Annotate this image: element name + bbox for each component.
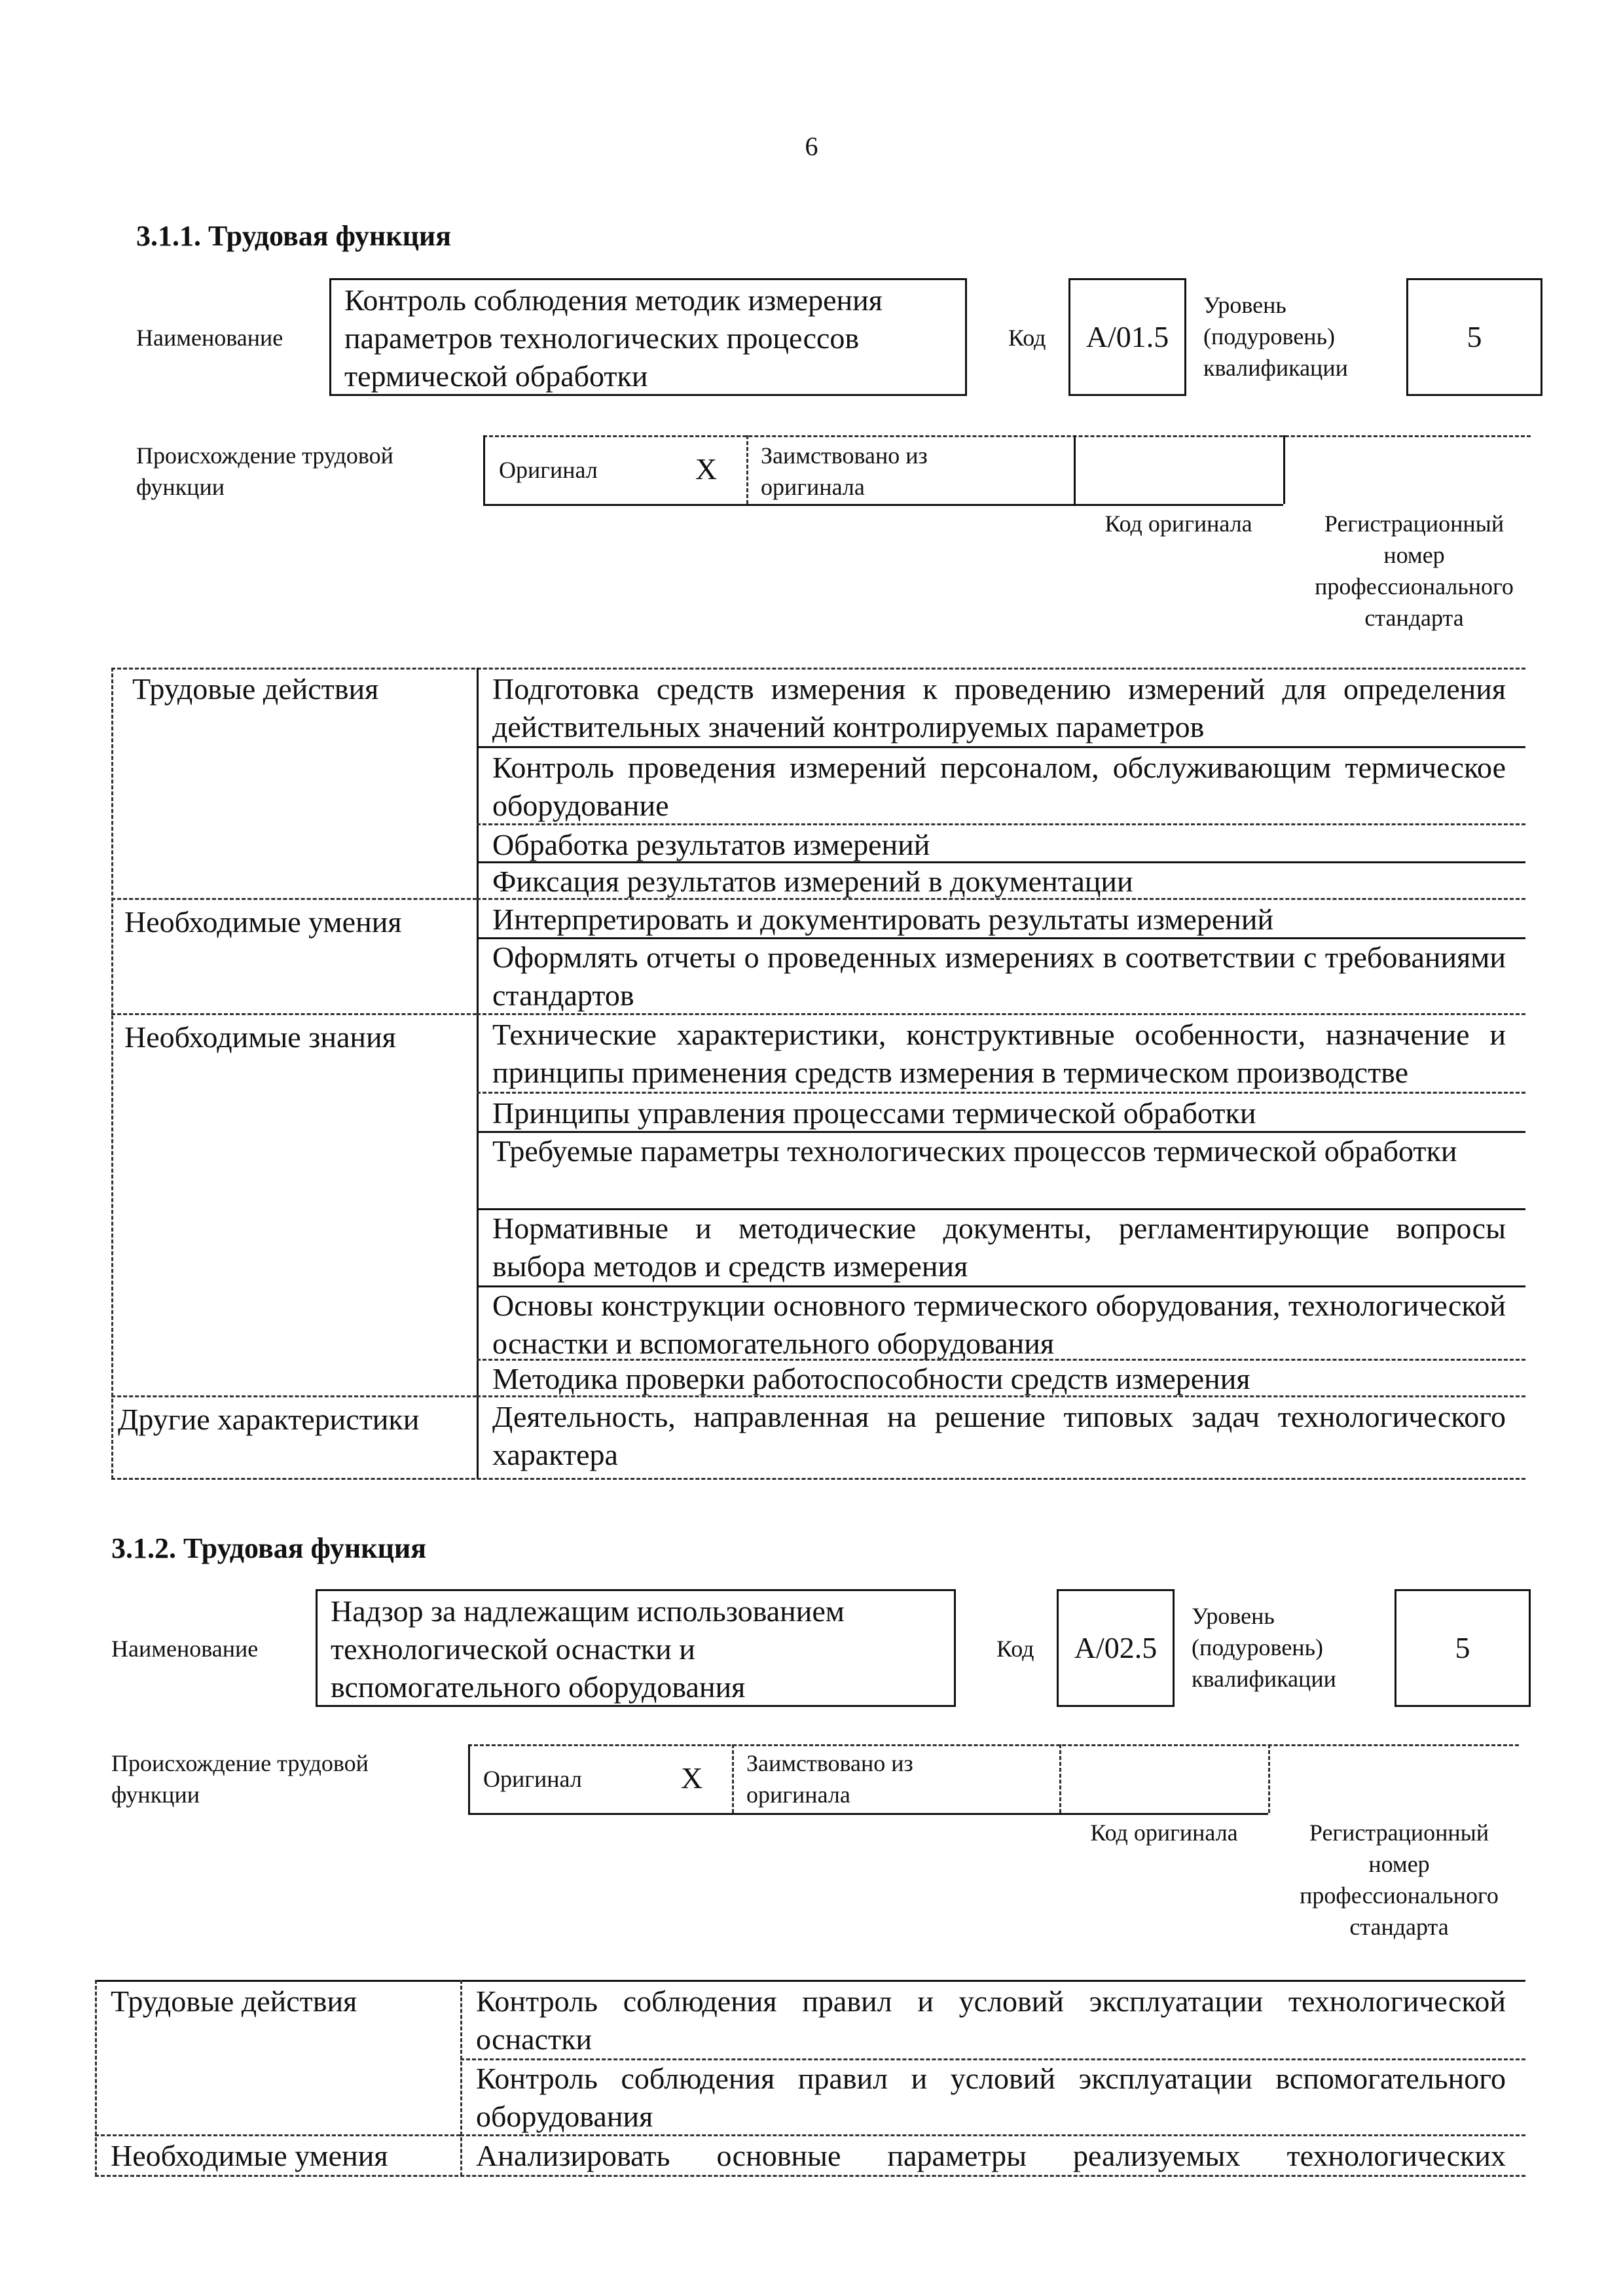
reg-number-line: стандарта [1364, 605, 1464, 631]
function-name-box [316, 1589, 956, 1707]
borrowed-label-line: оригинала [761, 474, 865, 500]
section-title: 3.1.2. Трудовая функция [111, 1532, 427, 1564]
original-label: Оригинал [499, 457, 598, 483]
code-value: A/02.5 [1057, 1589, 1175, 1707]
category-label: Трудовые действия [132, 672, 379, 706]
table-cell-item: Технические характеристики, конструктивные особенности, назначение и принципы применения средств измерения в термическом производстве [492, 1018, 1506, 1089]
table-cell-item: Основы конструкции основного термического оборудования, технологической оснастки и вспомогательного оборудования [492, 1289, 1506, 1360]
level-label-line: (подуровень) [1203, 323, 1335, 350]
level-label-line: квалификации [1192, 1666, 1336, 1692]
table-cell-item: Контроль соблюдения правил и условий эксплуатации технологической оснастки [476, 1984, 1506, 2056]
code-label: Код [1008, 325, 1046, 351]
level-value: 5 [1395, 1589, 1531, 1707]
reg-number-line: профессионального [1300, 1882, 1499, 1909]
name-label: Наименование [111, 1636, 259, 1662]
code-original-label: Код оригинала [1090, 1820, 1238, 1846]
origin-label [111, 1748, 369, 1810]
table-cell-item: Нормативные и методические документы, регламентирующие вопросы выбора методов и средств измерения [492, 1211, 1506, 1283]
category-label: Необходимые умения [111, 2139, 388, 2172]
function-table [95, 1980, 1525, 2176]
category-label: Необходимые знания [124, 1020, 396, 1054]
original-mark: X [681, 1761, 703, 1795]
level-value: 5 [1406, 278, 1542, 396]
function-table [111, 668, 1525, 1479]
table-cell-item: Контроль соблюдения правил и условий эксплуатации вспомогательного оборудования [476, 2062, 1506, 2133]
reg-number-label [1283, 508, 1545, 634]
code-label: Код [996, 1636, 1034, 1662]
page-number: 6 [805, 132, 818, 161]
borrowed-label-line: Заимствовано из [761, 442, 928, 469]
reg-number-line: номер [1368, 1851, 1430, 1877]
function-name-line: технологической оснастки и [331, 1632, 695, 1666]
original-label: Оригинал [483, 1766, 582, 1792]
level-label [1192, 1600, 1336, 1695]
reg-number-line: Регистрационный [1309, 1820, 1489, 1846]
table-cell-item: Обработка результатов измерений [492, 828, 930, 861]
borrowed-label [761, 440, 928, 503]
table-cell-item: Интерпретировать и документировать результаты измерений [492, 903, 1274, 936]
section-title: 3.1.1. Трудовая функция [136, 220, 452, 252]
level-label-line: (подуровень) [1192, 1634, 1323, 1660]
table-cell-item: Деятельность, направленная на решение типовых задач технологического характера [492, 1400, 1506, 1471]
function-name-line: термической обработки [344, 359, 648, 393]
table-cell-item: Контроль проведения измерений персоналом, обслуживающим термическое оборудование [492, 751, 1506, 822]
reg-number-label [1268, 1817, 1530, 1943]
level-label-line: Уровень [1203, 292, 1286, 318]
code-original-label: Код оригинала [1104, 511, 1252, 537]
table-cell-item: Методика проверки работоспособности средств измерения [492, 1362, 1250, 1395]
borrowed-label-line: Заимствовано из [746, 1750, 913, 1776]
table-cell-item: Требуемые параметры технологических процессов термической обработки [492, 1134, 1457, 1168]
level-label [1203, 289, 1348, 384]
function-name-line: Контроль соблюдения методик измерения [344, 283, 883, 317]
table-cell-item: Оформлять отчеты о проведенных измерениях в соответствии с требованиями стандартов [492, 941, 1506, 1012]
table-cell-item: Подготовка средств измерения к проведению измерений для определения действительных значений контролируемых параметров [492, 672, 1506, 744]
table-cell-item: Анализировать основные параметры реализуемых технологических [476, 2139, 1506, 2172]
level-label-line: квалификации [1203, 355, 1348, 381]
origin-label [136, 440, 393, 503]
reg-number-line: Регистрационный [1324, 511, 1504, 537]
borrowed-label-line: оригинала [746, 1782, 850, 1808]
level-label-line: Уровень [1192, 1603, 1275, 1629]
category-label: Трудовые действия [111, 1984, 357, 2018]
function-name-line: параметров технологических процессов [344, 321, 860, 355]
origin-label-line: Происхождение трудовой [136, 442, 393, 469]
origin-label-line: функции [136, 474, 225, 500]
reg-number-line: номер [1383, 542, 1445, 568]
original-mark: X [695, 452, 718, 486]
function-name-line: вспомогательного оборудования [331, 1670, 746, 1704]
origin-label-line: функции [111, 1782, 200, 1808]
table-cell-item: Принципы управления процессами термической обработки [492, 1096, 1256, 1130]
reg-number-line: профессионального [1315, 573, 1514, 600]
borrowed-label [746, 1748, 913, 1810]
table-cell-item: Фиксация результатов измерений в документации [492, 865, 1133, 898]
function-name-line: Надзор за надлежащим использованием [331, 1594, 845, 1628]
function-name-box [329, 278, 967, 396]
reg-number-line: стандарта [1349, 1914, 1449, 1940]
category-label: Другие характеристики [118, 1403, 420, 1436]
category-label: Необходимые умения [124, 905, 402, 939]
code-value: A/01.5 [1068, 278, 1186, 396]
origin-label-line: Происхождение трудовой [111, 1750, 369, 1776]
name-label: Наименование [136, 325, 283, 351]
